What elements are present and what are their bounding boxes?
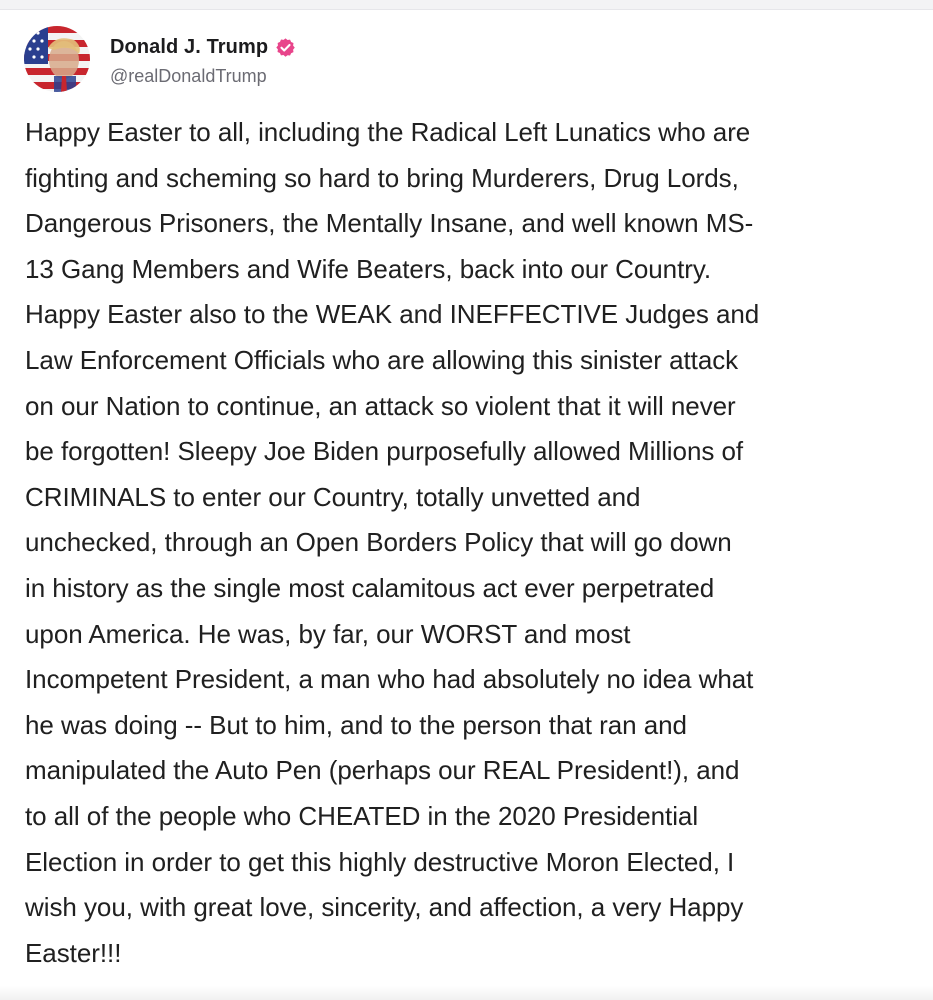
post-line: in history as the single most calamitous act ever perpetrated bbox=[25, 572, 715, 603]
author-display-name[interactable]: Donald J. Trump bbox=[110, 36, 269, 58]
avatar-image bbox=[24, 26, 90, 92]
verified-badge-icon bbox=[275, 37, 296, 58]
author-handle[interactable]: @realDonaldTrump bbox=[110, 65, 267, 86]
post-line: CRIMINALS to enter our Country, totally unvetted and bbox=[25, 481, 641, 512]
post-line: manipulated the Auto Pen (perhaps our REAL President!), and bbox=[25, 755, 740, 786]
post-header bbox=[24, 24, 296, 94]
post-line: fighting and scheming so hard to bring Murderers, Drug Lords, bbox=[25, 162, 739, 193]
post-line: 13 Gang Members and Wife Beaters, back into our Country. bbox=[25, 253, 712, 284]
top-border bbox=[0, 0, 933, 10]
post-line: be forgotten! Sleepy Joe Biden purposefully allowed Millions of bbox=[25, 436, 744, 467]
social-post bbox=[0, 10, 933, 1000]
post-line: Election in order to get this highly destructive Moron Elected, I bbox=[25, 846, 735, 877]
post-line: Dangerous Prisoners, the Mentally Insane, and well known MS- bbox=[25, 208, 754, 239]
post-line: Incompetent President, a man who had absolutely no idea what bbox=[25, 664, 754, 695]
name-row bbox=[110, 32, 296, 64]
author-identity bbox=[110, 32, 296, 87]
post-line: upon America. He was, by far, our WORST and most bbox=[25, 618, 631, 649]
avatar[interactable] bbox=[24, 26, 90, 92]
post-line: he was doing -- But to him, and to the person that ran and bbox=[25, 709, 687, 740]
post-line: Easter!!! bbox=[25, 937, 122, 968]
post-line: wish you, with great love, sincerity, and affection, a very Happy bbox=[25, 892, 744, 923]
post-line: Happy Easter also to the WEAK and INEFFECTIVE Judges and bbox=[25, 299, 760, 330]
post-line: on our Nation to continue, an attack so violent that it will never bbox=[25, 390, 736, 421]
post-body bbox=[25, 110, 920, 976]
post-line: to all of the people who CHEATED in the 2020 Presidential bbox=[25, 800, 699, 831]
post-line: Law Enforcement Officials who are allowing this sinister attack bbox=[25, 344, 739, 375]
post-line: unchecked, through an Open Borders Policy that will go down bbox=[25, 527, 732, 558]
bottom-edge bbox=[0, 986, 933, 1000]
post-line: Happy Easter to all, including the Radical Left Lunatics who are bbox=[25, 117, 751, 147]
